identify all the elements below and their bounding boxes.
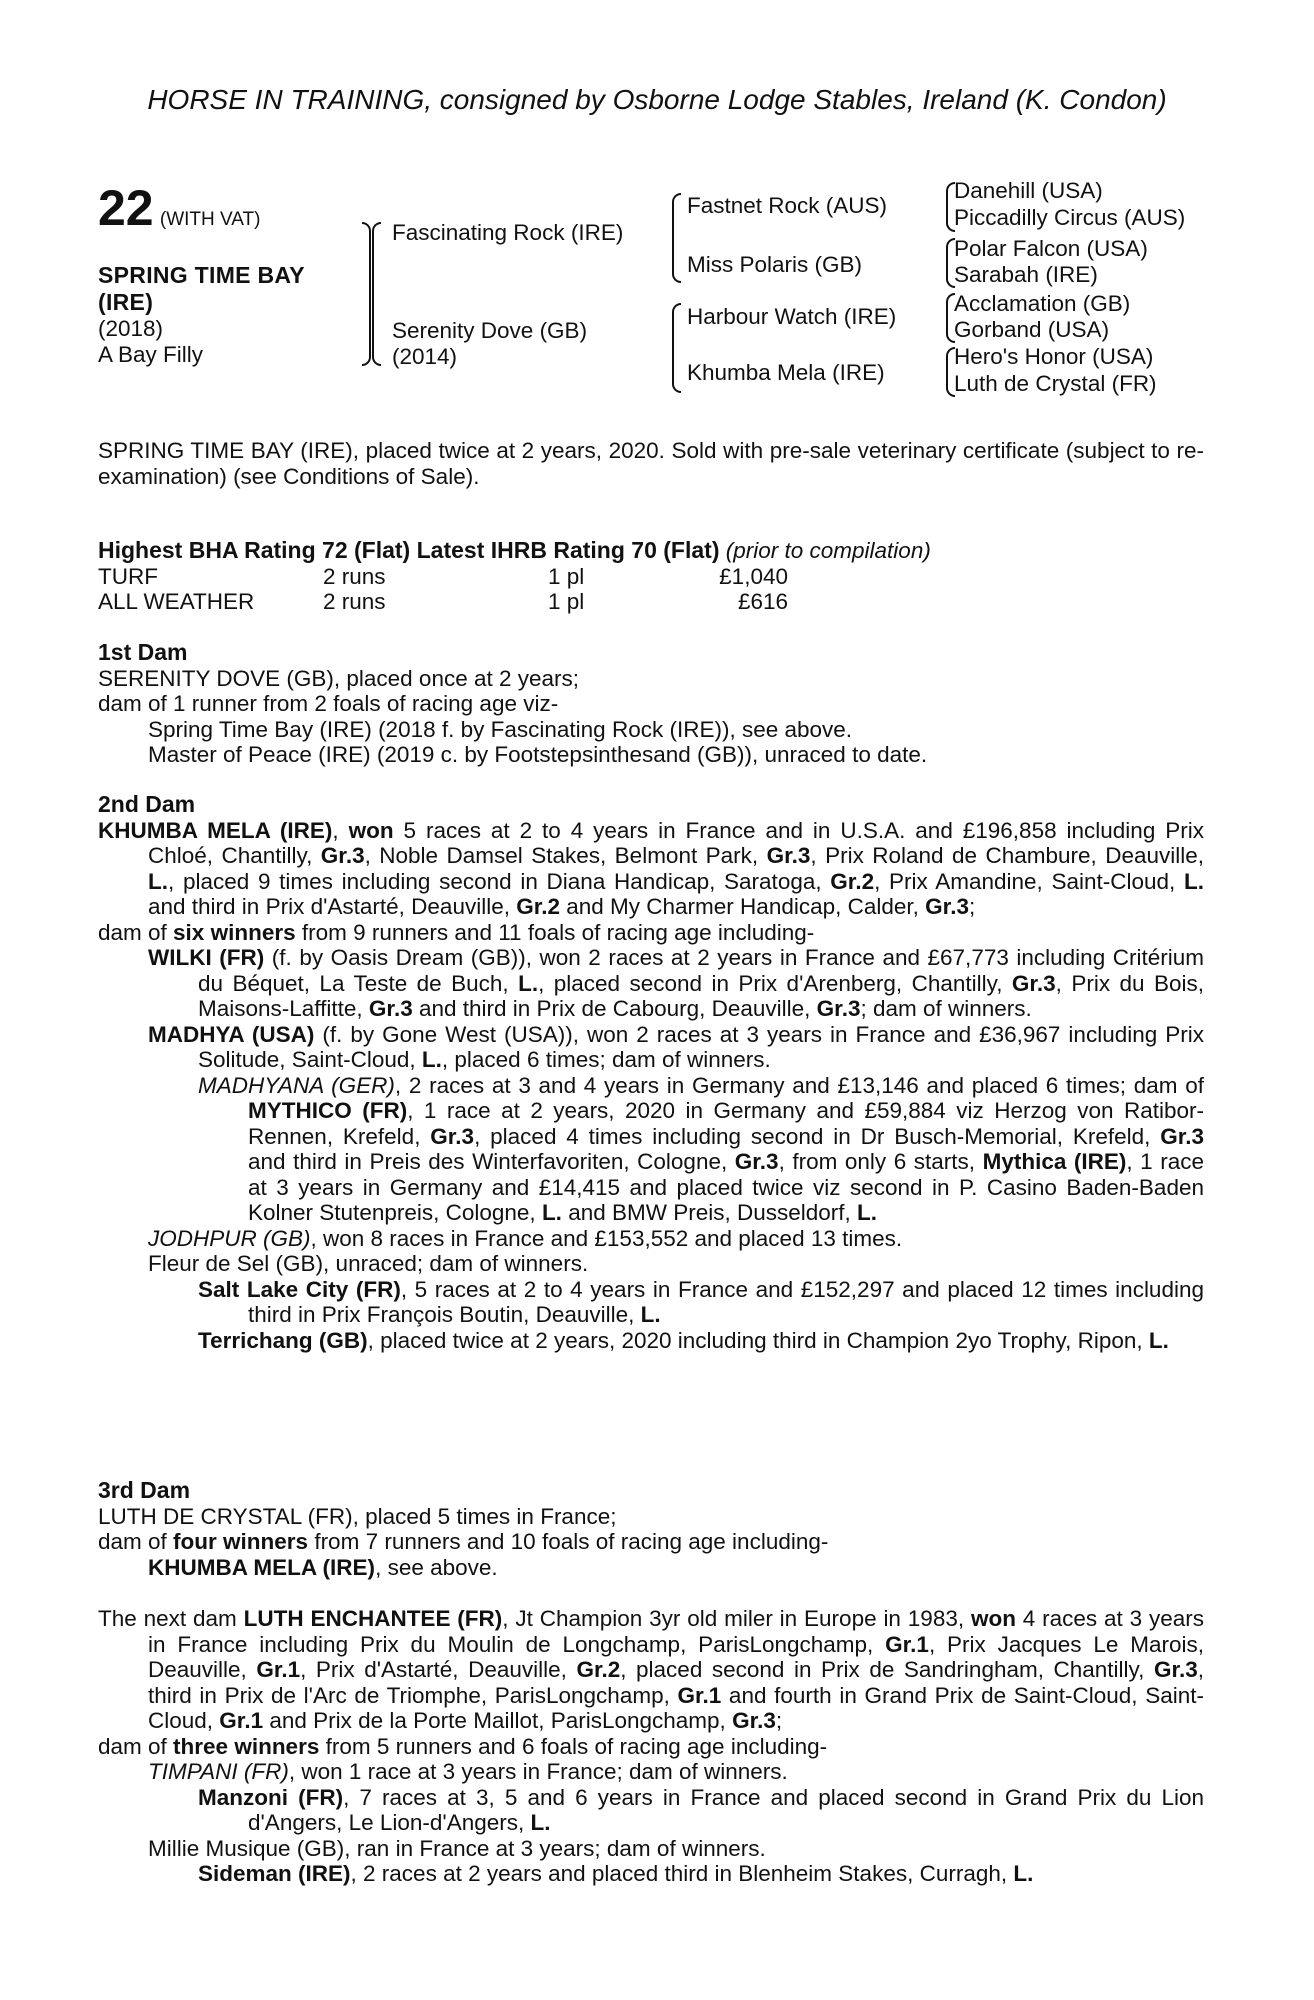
text: from 5 runners and 6 foals of racing age including- [319,1733,828,1759]
progeny-name: TIMPANI (FR) [148,1759,289,1784]
second-dam-section [98,792,1204,1353]
dam-of-line [98,920,1204,946]
text: and My Charmer Handicap, Calder, [560,894,926,919]
grand-progeny [148,1277,1204,1354]
text: , see above. [375,1554,498,1580]
third-dam-section [98,1478,1204,1580]
surface: ALL WEATHER [98,589,255,614]
pedigree-dam-year: (2014) [392,344,458,369]
text: dam of [98,1733,174,1759]
text: , 1 race at 3 years in Germany and £14,415 and placed twice viz second in P. Casino Baden-Baden Kolner Stutenpreis, Cologne, [248,1149,1205,1225]
grade: L. [530,1810,551,1835]
progeny-name: Salt Lake City (FR) [198,1276,401,1302]
ratings-note: (prior to compilation) [725,538,931,563]
pedigree-ddd: Luth de Crystal (FR) [954,371,1157,396]
grade: L. [148,868,168,894]
text: and BMW Preis, Dusseldorf, [561,1200,858,1225]
pedigree-ds: Harbour Watch (IRE) [687,304,897,329]
text: , Prix Amandine, Saint-Cloud, [874,868,1184,894]
earnings: £616 [737,589,788,614]
winners-count: four winners [173,1529,309,1554]
text: , placed 4 times including second in Dr Busch-Memorial, Krefeld, [474,1123,1161,1149]
grade: L. [421,1047,442,1072]
text: , from only 6 starts, [778,1149,983,1174]
ratings-row-aw [98,589,1204,615]
dam-record: KHUMBA MELA (IRE), won 5 races at 2 to 4 years in France and in U.S.A. and £196,858 including Prix Chloé, Chantilly, Gr.3, Noble Damsel Stakes, Belmont Park, Gr.3, Prix Roland de Chambure, Deauville, L., placed 9 times including second in Diana Handicap, Saratoga, Gr.2, Prix Amandine, Saint-Cloud, L. and third in Prix d'Astarté, Deauville, Gr.2 and My Charmer Handicap, Calder, Gr.3; [98,817,1205,919]
grade: Gr.1 [677,1682,722,1708]
horse-sex: A Bay Filly [98,341,204,367]
text: (f. by Oasis Dream (GB)), won 2 races at 2 years in France and £67,773 including Critérium du Béquet, La Teste de Buch, [198,945,1204,996]
grand-progeny [148,1073,1204,1226]
summary-paragraph: SPRING TIME BAY (IRE), placed twice at 2 years, 2020. Sold with pre-sale veterinary certificate (subject to re-examination) (see Conditions of Sale). [98,438,1204,489]
grade: Gr.2 [830,868,875,894]
pedigree-ssd: Piccadilly Circus (AUS) [954,205,1186,230]
text: ; [775,1708,783,1733]
grade: Gr.3 [1153,1657,1198,1682]
text: from 7 runners and 10 foals of racing age including- [308,1529,829,1554]
text: and third in Prix de Cabourg, Deauville, [412,996,817,1021]
pedigree-bracket-gen1 [372,222,381,366]
grand-progeny [148,1861,1204,1887]
pedigree-sds: Polar Falcon (USA) [954,236,1148,261]
grade: Gr.1 [256,1657,301,1682]
text: (f. by Gone West (USA)), won 2 races at 3 years in France and £36,967 including Prix Solitude, Saint-Cloud, [198,1021,1204,1072]
text: , placed second in Prix d'Arenberg, Chantilly, [538,970,1012,996]
text: , Noble Damsel Stakes, Belmont Park, [364,843,767,868]
section-title: 2nd Dam [98,791,196,817]
text: , Prix du Bois, Maisons-Laffitte, [198,970,1204,1021]
progeny-madhyana [198,1073,1204,1226]
horse-year: (2018) [98,316,164,341]
text: ; [968,894,976,919]
text: , 1 race at 2 years, 2020 in Germany and £59,884 viz Herzog von Ratibor-Rennen, Krefeld, [248,1098,1204,1149]
text: and third in Preis des Winterfavoriten, Cologne, [248,1149,735,1174]
ratings-label: Highest BHA Rating 72 (Flat) Latest IHRB Rating 70 (Flat) [98,537,720,563]
text: , Prix Jacques Le Marois, Deauville, [148,1631,1204,1682]
winners-count: three winners [173,1733,320,1759]
section-title: 1st Dam [98,639,188,665]
winners-count: six winners [173,919,296,945]
progeny-name: WILKI (FR) [148,945,265,970]
horse-name: SPRING TIME BAY [98,262,305,288]
progeny-madhya [148,1022,1204,1073]
pedigree-dd: Khumba Mela (IRE) [687,360,885,385]
progeny-line: Master of Peace (IRE) (2019 c. by Footstepsinthesand (GB)), unraced to date. [148,742,928,767]
first-dam-section [98,640,1204,768]
pedigree-dss: Acclamation (GB) [954,291,1131,316]
text: , placed 6 times; dam of winners. [441,1047,771,1072]
next-dam-record [98,1606,1204,1734]
progeny-manzoni [198,1785,1204,1836]
grade: L. [1148,1327,1169,1353]
won-word: won [348,817,394,843]
text: ; dam of winners. [860,996,1032,1021]
text: , placed 9 times including second in Diana Handicap, Saratoga, [168,868,831,894]
next-dam-section [98,1606,1204,1887]
pedigree-sdd: Sarabah (IRE) [954,262,1098,287]
grade: L. [1013,1861,1034,1886]
lot-number-block [98,180,261,236]
grade: Gr.2 [576,1657,621,1682]
text: and fourth in Grand Prix de Saint-Cloud, Saint-Cloud, [148,1682,1204,1733]
progeny-terrichang [198,1328,1204,1354]
grade: L. [541,1200,562,1225]
text: from 9 runners and 11 foals of racing age including- [295,919,815,945]
pedigree-bracket-main [362,222,371,366]
catalogue-heading: HORSE IN TRAINING, consigned by Osborne Lodge Stables, Ireland (K. Condon) [147,84,1167,115]
grade: Gr.3 [732,1708,776,1733]
grade: Gr.3 [368,996,413,1021]
progeny-jodhpur [148,1226,1204,1252]
text: , Jt Champion 3yr old miler in Europe in 1983, [502,1606,971,1631]
pedigree-bracket-sire-side [672,193,681,283]
surface: TURF [98,563,158,589]
pedigree-dsd: Gorband (USA) [954,317,1110,342]
grand-progeny [148,1785,1204,1836]
runs: 2 runs [323,589,386,614]
grade: Gr.3 [1160,1123,1204,1149]
pedigree-sire: Fascinating Rock (IRE) [392,220,624,245]
grade: Gr.1 [219,1708,264,1733]
text: , won 1 race at 3 years in France; dam of winners. [288,1759,788,1784]
text: 5 races at 2 to 4 years in France and in U.S.A. and £196,858 including Prix Chloé, Chantilly, [148,817,1205,868]
grade: Gr.2 [516,894,560,919]
dam-of-line [98,1734,1204,1760]
horse-country: (IRE) [98,289,154,315]
text: , 2 races at 3 and 4 years in Germany and £13,146 and placed 6 times; dam of [394,1072,1205,1098]
progeny-line [98,1555,1204,1581]
pedigree-ss: Fastnet Rock (AUS) [687,193,888,218]
placed: 1 pl [548,563,585,589]
progeny-list [98,945,1204,1353]
dam-of-line: dam of 1 runner from 2 foals of racing age viz- [98,691,559,716]
grade: Gr.3 [320,843,365,868]
grade: Gr.3 [925,894,969,919]
grade: L. [1184,868,1204,894]
horse-identity [98,262,305,367]
text: , Prix d'Astarté, Deauville, [300,1657,577,1682]
pedigree-sd: Miss Polaris (GB) [687,252,863,277]
progeny-name: Manzoni (FR) [198,1784,344,1810]
pedigree-dds: Hero's Honor (USA) [954,344,1154,369]
progeny-name: JODHPUR (GB) [148,1225,311,1251]
progeny-line: Spring Time Bay (IRE) (2018 f. by Fascinating Rock (IRE)), see above. [148,716,853,742]
grade: Gr.1 [885,1631,929,1657]
text: , 7 races at 3, 5 and 6 years in France and placed second in Grand Prix du Lion d'Angers, Le Lion-d'Angers, [248,1784,1205,1835]
text: and third in Prix d'Astarté, Deauville, [148,894,517,919]
ratings-block [98,538,1204,615]
progeny-fleur: Fleur de Sel (GB), unraced; dam of winners. [148,1251,589,1276]
progeny-name: Mythica (IRE) [982,1149,1127,1174]
progeny-name: Terrichang (GB) [198,1327,368,1353]
ratings-row-turf [98,564,1204,590]
pedigree-dam: Serenity Dove (GB) [392,318,588,343]
text: , won 8 races in France and £153,552 and placed 13 times. [310,1225,903,1251]
grade: Gr.3 [430,1123,475,1149]
grade: Gr.3 [766,843,811,868]
section-title: 3rd Dam [98,1477,191,1503]
grade: L. [857,1200,878,1225]
progeny-name: KHUMBA MELA (IRE) [148,1554,376,1580]
runs: 2 runs [323,563,386,589]
progeny-millie: Millie Musique (GB), ran in France at 3 years; dam of winners. [148,1835,766,1861]
text: , placed second in Prix de Sandringham, Chantilly, [620,1657,1154,1682]
progeny-name: Sideman (IRE) [198,1861,351,1886]
text: , third in Prix de l'Arc de Triomphe, ParisLongchamp, [148,1657,1204,1708]
dam-line: SERENITY DOVE (GB), placed once at 2 years; [98,665,580,691]
progeny-timpani [148,1759,1204,1785]
grade: Gr.3 [816,996,861,1021]
text: dam of [98,1529,174,1554]
text: and Prix de la Porte Maillot, ParisLongchamp, [263,1708,733,1733]
won-word: won [970,1606,1016,1631]
pedigree-sss: Danehill (USA) [954,178,1103,203]
vat-note: (WITH VAT) [159,209,261,230]
text: dam of [98,919,174,945]
text: 4 races at 3 years in France including Prix du Moulin de Longchamp, ParisLongchamp, [148,1606,1205,1657]
dam-line: LUTH DE CRYSTAL (FR), placed 5 times in France; [98,1503,617,1529]
progeny-list [98,1759,1204,1887]
progeny-salt-lake-city [198,1277,1204,1328]
text: The next dam [98,1606,244,1631]
placed: 1 pl [548,589,585,614]
dam-name: LUTH ENCHANTEE (FR) [243,1606,503,1631]
text: , 5 races at 2 to 4 years in France and £152,297 and placed 12 times including third in Prix François Boutin, Deauville, [248,1276,1204,1327]
progeny-name: MADHYANA (GER) [198,1072,395,1098]
pedigree-bracket-dam-side [672,303,681,393]
grade: Gr.3 [734,1149,779,1174]
progeny-name: MADHYA (USA) [148,1021,315,1047]
progeny-name: MYTHICO (FR) [248,1098,408,1123]
text: , placed twice at 2 years, 2020 including third in Champion 2yo Trophy, Ripon, [367,1327,1149,1353]
progeny-sideman [198,1861,1204,1887]
text: , Prix Roland de Chambure, Deauville, [810,843,1205,868]
lot-number: 22 [98,180,154,236]
grade: L. [518,970,539,996]
text: , 2 races at 2 years and placed third in Blenheim Stakes, Curragh, [350,1861,1014,1886]
progeny-wilki [148,945,1204,1022]
earnings: £1,040 [719,563,788,589]
dam-name: KHUMBA MELA (IRE) [98,817,333,843]
grade: Gr.3 [1011,970,1056,996]
dam-of-line [98,1529,1204,1555]
grade: L. [640,1302,661,1327]
